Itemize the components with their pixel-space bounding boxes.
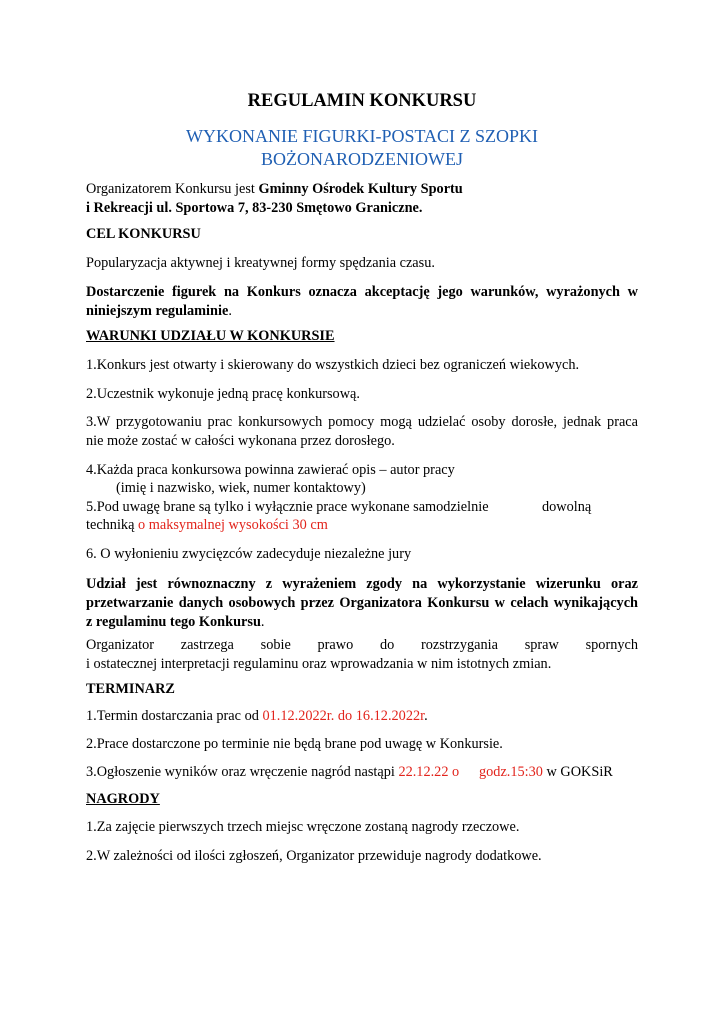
- max-height-note: o maksymalnej wysokości 30 cm: [138, 517, 328, 533]
- organizer-name-line1: Gminny Ośrodek Kultury Sportu: [258, 181, 463, 197]
- consent-line1: Udział jest równoznaczny z wyrażeniem zgody na wykorzystanie wizerunku oraz: [86, 576, 638, 592]
- terminarz-point-3: [86, 763, 638, 782]
- warunki-point-2: 2.Uczestnik wykonuje jedną pracę konkursową.: [86, 386, 360, 402]
- reserve-line1: Organizator zastrzega sobie prawo do rozstrzygania spraw spornych: [86, 637, 638, 653]
- terminarz-point-2: 2.Prace dostarczone po terminie nie będą brane pod uwagę w Konkursie.: [86, 736, 503, 752]
- submission-dates: 01.12.2022r. do 16.12.2022r: [262, 708, 425, 724]
- warunki-point-4-line2: (imię i nazwisko, wiek, numer kontaktowy): [116, 480, 366, 496]
- acceptance-line2-wrap: [86, 302, 638, 321]
- acceptance-line1: Dostarczenie figurek na Konkurs oznacza akceptację jego warunków, wyrażonych w: [86, 284, 638, 300]
- warunki-point-4-line1: 4.Każda praca konkursowa powinna zawierać opis – autor pracy: [86, 462, 455, 478]
- document-subtitle-line2: BOŻONARODZENIOWEJ: [261, 149, 463, 169]
- terminarz-point-1-suffix: .: [424, 708, 428, 724]
- terminarz-point-3-prefix: 3.Ogłoszenie wyników oraz wręczenie nagród nastąpi: [86, 764, 399, 780]
- organizer-paragraph: [86, 180, 638, 218]
- organizer-name-line2: i Rekreacji ul. Sportowa 7, 83-230 Smętowo Graniczne.: [86, 200, 423, 216]
- reserve-line2: i ostatecznej interpretacji regulaminu oraz wprowadzania w nim istotnych zmian.: [86, 656, 552, 672]
- terminarz-point-3-suffix: w GOKSiR: [542, 764, 613, 780]
- cel-heading: CEL KONKURSU: [86, 226, 201, 242]
- consent-line3-wrap: [86, 613, 638, 632]
- warunki-point-5-line1-a: 5.Pod uwagę brane są tylko i wyłącznie prace wykonane samodzielnie: [86, 499, 489, 515]
- document-title: REGULAMIN KONKURSU: [247, 91, 477, 111]
- results-time-wrap: [479, 763, 613, 782]
- acceptance-line2-suffix: .: [228, 303, 232, 319]
- warunki-point-5-line1-b: dowolną: [542, 499, 592, 515]
- warunki-point-6: 6. O wyłonieniu zwycięzców zadecyduje niezależne jury: [86, 546, 412, 562]
- cel-text: Popularyzacja aktywnej i kreatywnej formy spędzania czasu.: [86, 255, 435, 271]
- nagrody-heading: NAGRODY: [86, 791, 160, 807]
- warunki-point-5-line2: [86, 516, 638, 535]
- warunki-point-3-line1: 3.W przygotowaniu prac konkursowych pomocy mogą udzielać osoby dorosłe, jednak praca: [86, 414, 638, 430]
- results-time: godz.15:30: [479, 764, 543, 780]
- document-subtitle-line1: WYKONANIE FIGURKI-POSTACI Z SZOPKI: [185, 126, 539, 146]
- warunki-point-1: 1.Konkurs jest otwarty i skierowany do wszystkich dzieci bez ograniczeń wiekowych.: [86, 357, 580, 373]
- nagrody-point-2: 2.W zależności od ilości zgłoszeń, Organizator przewiduje nagrody dodatkowe.: [86, 848, 542, 864]
- terminarz-point-1: [86, 707, 638, 726]
- nagrody-point-1: 1.Za zajęcie pierwszych trzech miejsc wręczone zostaną nagrody rzeczowe.: [86, 819, 520, 835]
- consent-line3: z regulaminu tego Konkursu: [86, 614, 261, 630]
- acceptance-line2: niniejszym regulaminie: [86, 303, 229, 319]
- terminarz-point-1-prefix: 1.Termin dostarczania prac od: [86, 708, 263, 724]
- warunki-point-5-line2-a: techniką: [86, 517, 139, 533]
- warunki-heading: WARUNKI UDZIAŁU W KONKURSIE: [86, 328, 335, 344]
- warunki-point-5-line1: [86, 498, 638, 517]
- results-date: 22.12.22 o: [398, 764, 460, 780]
- consent-line3-suffix: .: [260, 614, 265, 630]
- warunki-point-3-line2: nie może zostać w całości wykonana przez dorosłego.: [86, 433, 395, 449]
- organizer-prefix: Organizatorem Konkursu jest: [86, 181, 259, 197]
- terminarz-heading: TERMINARZ: [86, 681, 175, 697]
- consent-line2: przetwarzanie danych osobowych przez Organizatora Konkursu w celach wynikających: [86, 595, 638, 611]
